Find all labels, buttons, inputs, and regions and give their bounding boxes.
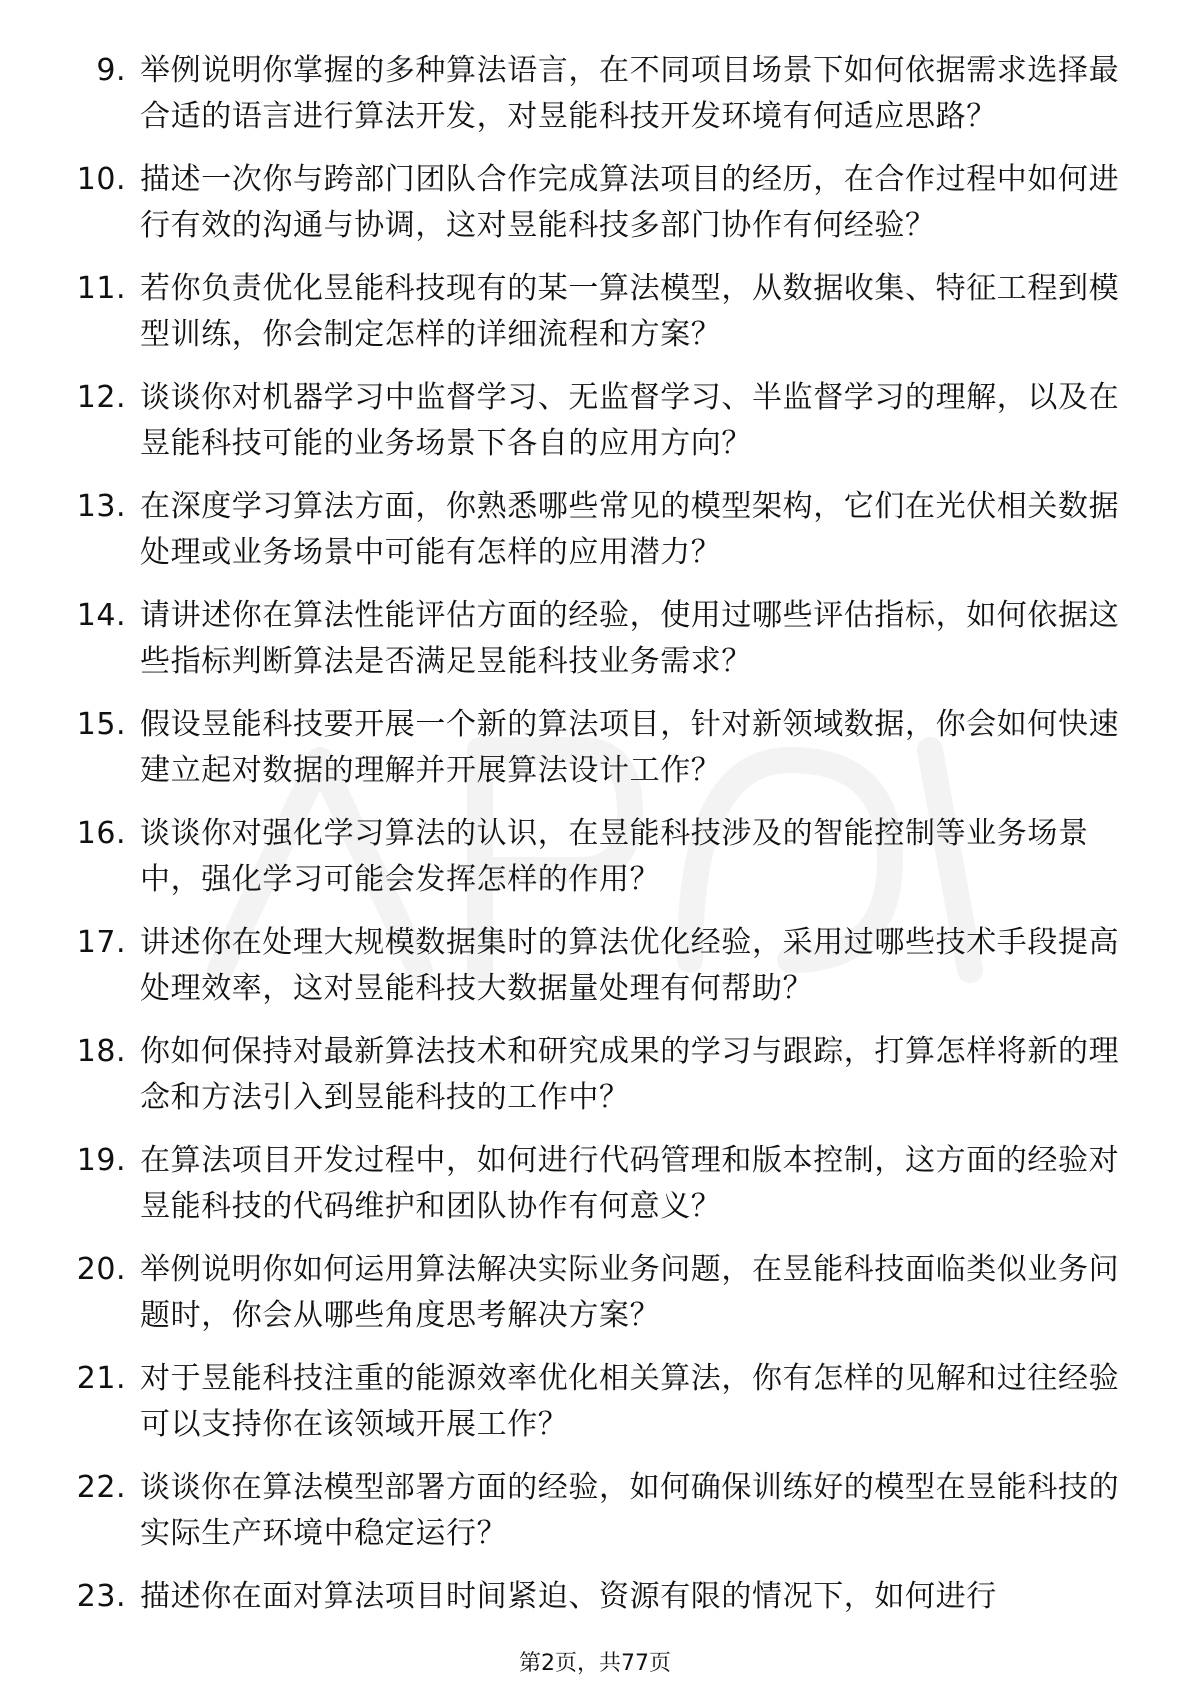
- question-item: [56, 484, 1136, 576]
- question-text: 在算法项目开发过程中，如何进行代码管理和版本控制，这方面的经验对昱能科技的代码维护和团队协作有何意义？: [140, 1143, 1120, 1224]
- question-number: 17.: [76, 925, 126, 960]
- question-item: [56, 1574, 1136, 1620]
- question-number: 12.: [76, 380, 126, 415]
- question-text: 请讲述你在算法性能评估方面的经验，使用过哪些评估指标，如何依据这些指标判断算法是否满足昱能科技业务需求？: [140, 598, 1120, 679]
- question-number: 20.: [76, 1252, 126, 1287]
- question-number: 14.: [76, 598, 126, 633]
- question-number: 22.: [76, 1470, 126, 1505]
- question-text: 假设昱能科技要开展一个新的算法项目，针对新领域数据，你会如何快速建立起对数据的理解并开展算法设计工作？: [140, 707, 1120, 788]
- question-item: [56, 593, 1136, 685]
- question-number: 21.: [76, 1361, 126, 1396]
- page-footer: [0, 1650, 1190, 1678]
- question-item: [56, 1029, 1136, 1121]
- question-number: 23.: [76, 1579, 126, 1614]
- question-item: [56, 48, 1136, 140]
- page-number-label: 第2页，共77页: [519, 1651, 671, 1676]
- question-text: 对于昱能科技注重的能源效率优化相关算法，你有怎样的见解和过往经验可以支持你在该领域开展工作？: [140, 1361, 1120, 1442]
- question-text: 谈谈你对强化学习算法的认识，在昱能科技涉及的智能控制等业务场景中，强化学习可能会发挥怎样的作用？: [140, 816, 1089, 897]
- question-text: 举例说明你掌握的多种算法语言，在不同项目场景下如何依据需求选择最合适的语言进行算法开发，对昱能科技开发环境有何适应思路？: [140, 53, 1120, 134]
- question-list: [56, 48, 1136, 1637]
- question-number: 11.: [76, 271, 126, 306]
- question-number: 19.: [76, 1143, 126, 1178]
- question-number: 18.: [76, 1034, 126, 1069]
- question-item: [56, 1356, 1136, 1448]
- question-number: 15.: [76, 707, 126, 742]
- question-item: [56, 375, 1136, 467]
- question-item: [56, 157, 1136, 249]
- question-item: [56, 1138, 1136, 1230]
- question-number: 10.: [76, 162, 126, 197]
- question-text: 谈谈你对机器学习中监督学习、无监督学习、半监督学习的理解，以及在昱能科技可能的业务场景下各自的应用方向？: [140, 380, 1120, 461]
- question-number: 9.: [96, 53, 126, 88]
- question-item: [56, 702, 1136, 794]
- question-item: [56, 811, 1136, 903]
- question-text: 讲述你在处理大规模数据集时的算法优化经验，采用过哪些技术手段提高处理效率，这对昱能科技大数据量处理有何帮助？: [140, 925, 1120, 1006]
- question-text: 举例说明你如何运用算法解决实际业务问题，在昱能科技面临类似业务问题时，你会从哪些角度思考解决方案？: [140, 1252, 1120, 1333]
- question-text: 谈谈你在算法模型部署方面的经验，如何确保训练好的模型在昱能科技的实际生产环境中稳定运行？: [140, 1470, 1120, 1551]
- question-item: [56, 1247, 1136, 1339]
- question-number: 13.: [76, 489, 126, 524]
- question-number: 16.: [76, 816, 126, 851]
- question-text: 在深度学习算法方面，你熟悉哪些常见的模型架构，它们在光伏相关数据处理或业务场景中可能有怎样的应用潜力？: [140, 489, 1120, 570]
- question-item: [56, 1465, 1136, 1557]
- question-item: [56, 266, 1136, 358]
- question-item: [56, 920, 1136, 1012]
- question-text: 若你负责优化昱能科技现有的某一算法模型，从数据收集、特征工程到模型训练，你会制定怎样的详细流程和方案？: [140, 271, 1120, 352]
- question-text: 你如何保持对最新算法技术和研究成果的学习与跟踪，打算怎样将新的理念和方法引入到昱能科技的工作中？: [140, 1034, 1120, 1115]
- question-text: 描述你在面对算法项目时间紧迫、资源有限的情况下，如何进行: [140, 1579, 997, 1614]
- question-text: 描述一次你与跨部门团队合作完成算法项目的经历，在合作过程中如何进行有效的沟通与协调，这对昱能科技多部门协作有何经验？: [140, 162, 1120, 243]
